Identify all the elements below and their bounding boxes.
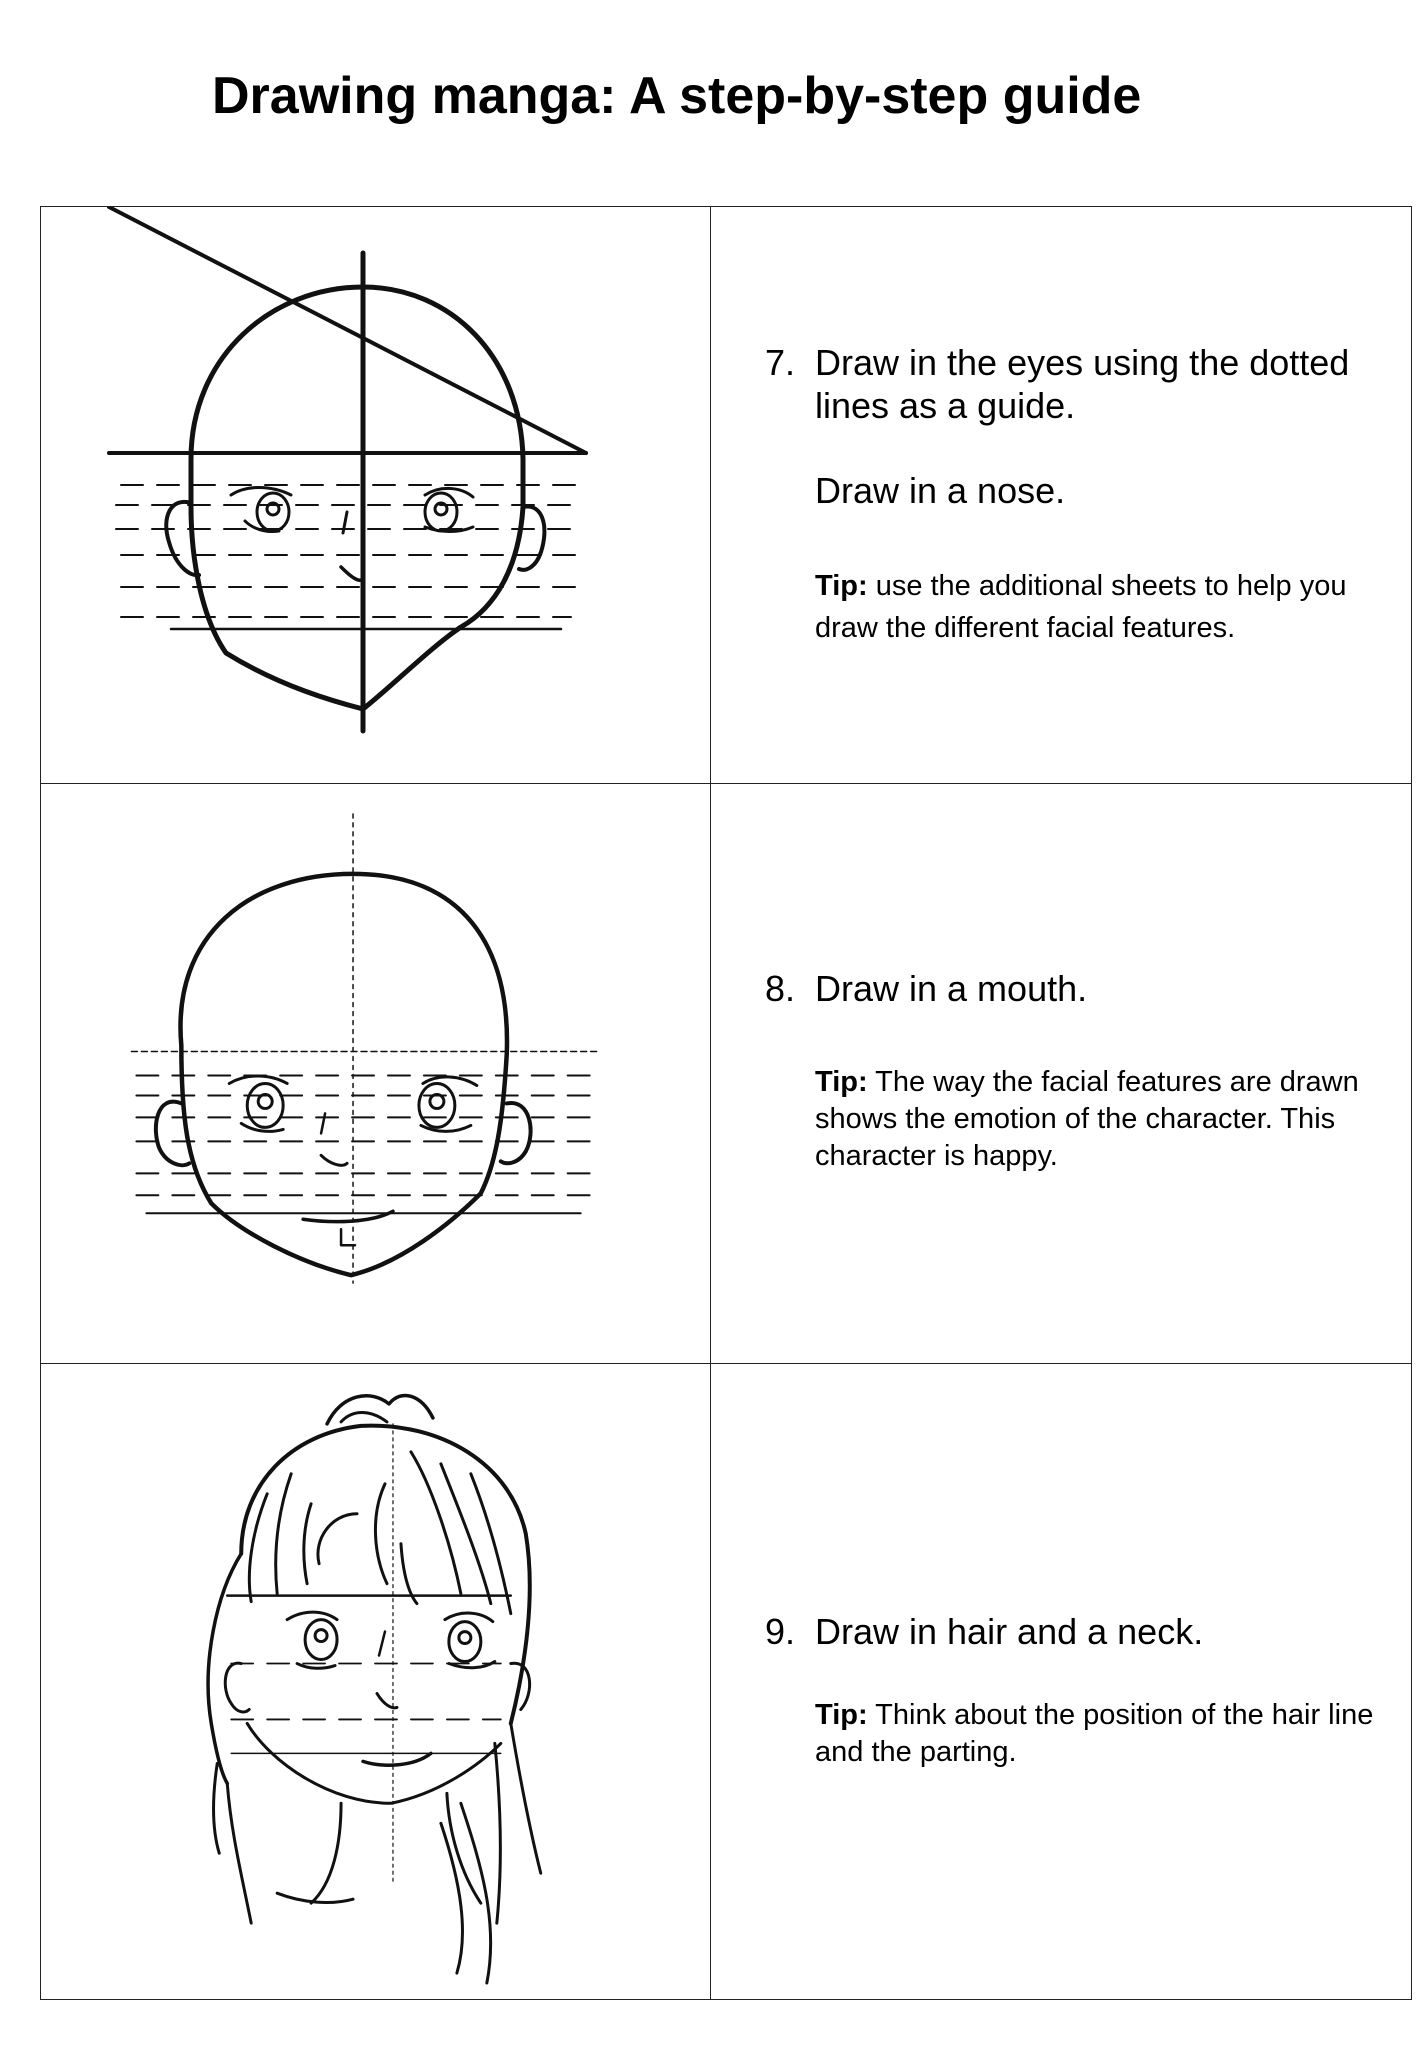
face-hair-neck-illustration <box>41 1364 711 1999</box>
tip-text <box>815 1697 1391 1771</box>
step-extra-instruction: Draw in a nose. <box>815 470 1066 511</box>
page-title: Drawing manga: A step-by-step guide <box>212 67 1142 125</box>
step-instruction <box>765 341 1391 427</box>
tip-label: Tip: <box>815 1066 868 1098</box>
illustration-cell <box>41 784 711 1363</box>
illustration-cell <box>41 1364 711 1999</box>
tip-text <box>815 565 1391 649</box>
tip-label: Tip: <box>815 1699 868 1731</box>
step-row-7 <box>41 207 1411 783</box>
step-table <box>40 206 1412 2000</box>
step-number: 8. <box>765 968 796 1009</box>
face-eyes-nose-illustration <box>41 207 711 783</box>
step-text: Draw in a mouth. <box>815 968 1088 1009</box>
illustration-cell <box>41 207 711 783</box>
step-row-8 <box>41 783 1411 1363</box>
step-number: 9. <box>765 1611 796 1652</box>
tip-body: Think about the position of the hair line and the parting. <box>815 1699 1374 1768</box>
step-row-9 <box>41 1363 1411 1999</box>
tip-text <box>815 1064 1391 1175</box>
tip-label: Tip: <box>815 570 868 602</box>
step-text: Draw in hair and a neck. <box>815 1611 1204 1652</box>
instruction-cell <box>711 207 1411 783</box>
tip-body: use the additional sheets to help you draw the different facial features. <box>815 570 1347 644</box>
step-text: Draw in the eyes using the dotted lines as a guide. <box>815 342 1350 426</box>
instruction-cell <box>711 1364 1411 1999</box>
step-number: 7. <box>765 342 796 383</box>
instruction-cell <box>711 784 1411 1363</box>
step-instruction <box>765 967 1391 1010</box>
tip-body: The way the facial features are drawn shows the emotion of the character. This character is happy. <box>815 1066 1359 1172</box>
step-instruction <box>765 1610 1391 1653</box>
face-mouth-illustration <box>41 784 711 1363</box>
